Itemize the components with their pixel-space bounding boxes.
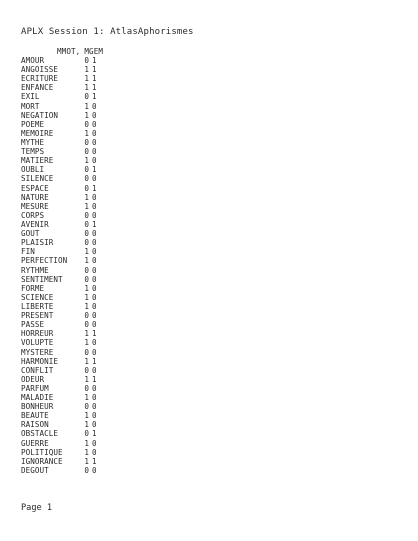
row-word: PERFECTION xyxy=(21,256,68,266)
table-row xyxy=(21,320,141,329)
row-mmot-value: 0 xyxy=(84,402,89,412)
row-word: GOUT xyxy=(21,229,40,239)
row-mmot-value: 0 xyxy=(84,383,89,393)
row-word: ANGOISSE xyxy=(21,65,58,75)
row-word: SENTIMENT xyxy=(21,274,63,284)
row-word: PLAISIR xyxy=(21,238,54,248)
table-row xyxy=(21,238,141,247)
row-mgem-value: 1 xyxy=(92,329,97,339)
row-mmot-value: 1 xyxy=(84,356,89,366)
row-word: MYTHE xyxy=(21,137,45,147)
row-mmot-value: 1 xyxy=(84,83,89,93)
table-row xyxy=(21,247,141,256)
row-mmot-value: 0 xyxy=(84,274,89,284)
table-row xyxy=(21,129,141,138)
row-mmot-value: 1 xyxy=(84,301,89,311)
table-row xyxy=(21,420,141,429)
row-mmot-value: 0 xyxy=(84,165,89,175)
row-mmot-value: 1 xyxy=(84,74,89,84)
table-row xyxy=(21,311,141,320)
row-mgem-value: 1 xyxy=(92,456,97,466)
row-word: POLITIQUE xyxy=(21,447,63,457)
row-mgem-value: 0 xyxy=(92,393,97,403)
row-mmot-value: 0 xyxy=(84,265,89,275)
table-row xyxy=(21,402,141,411)
row-mgem-value: 0 xyxy=(92,192,97,202)
row-word: LIBERTE xyxy=(21,301,54,311)
row-mgem-value: 0 xyxy=(92,256,97,266)
row-mgem-value: 0 xyxy=(92,365,97,375)
table-row xyxy=(21,256,141,265)
row-mmot-value: 1 xyxy=(84,128,89,138)
table-row xyxy=(21,193,141,202)
table-row xyxy=(21,366,141,375)
row-mmot-value: 1 xyxy=(84,283,89,293)
row-mmot-value: 1 xyxy=(84,156,89,166)
row-word: BEAUTE xyxy=(21,411,49,421)
table-row xyxy=(21,275,141,284)
header-mmot: MMOT, xyxy=(57,47,81,56)
row-mgem-value: 0 xyxy=(92,320,97,330)
table-row xyxy=(21,120,141,129)
table-row xyxy=(21,384,141,393)
row-word: FORME xyxy=(21,283,45,293)
table-row xyxy=(21,229,141,238)
row-mmot-value: 1 xyxy=(84,192,89,202)
row-mmot-value: 0 xyxy=(84,56,89,65)
table-row xyxy=(21,448,141,457)
row-word: RYTHME xyxy=(21,265,49,275)
row-mgem-value: 0 xyxy=(92,110,97,120)
row-word: EXIL xyxy=(21,92,40,102)
table-row xyxy=(21,357,141,366)
table-row xyxy=(21,429,141,438)
row-mgem-value: 0 xyxy=(92,311,97,321)
row-word: CONFLIT xyxy=(21,365,54,375)
row-mgem-value: 0 xyxy=(92,347,97,357)
row-mgem-value: 0 xyxy=(92,119,97,129)
table-row xyxy=(21,457,141,466)
row-mmot-value: 1 xyxy=(84,247,89,257)
row-mmot-value: 0 xyxy=(84,92,89,102)
row-word: ECRITURE xyxy=(21,74,58,84)
row-mmot-value: 1 xyxy=(84,374,89,384)
row-mmot-value: 0 xyxy=(84,347,89,357)
table-row xyxy=(21,439,141,448)
row-mmot-value: 0 xyxy=(84,229,89,239)
table-row xyxy=(21,56,141,65)
table-row xyxy=(21,138,141,147)
row-mmot-value: 0 xyxy=(84,238,89,248)
row-word: DEGOUT xyxy=(21,465,49,475)
page-number: Page 1 xyxy=(21,503,53,513)
row-mmot-value: 1 xyxy=(84,447,89,457)
table-row xyxy=(21,411,141,420)
row-mmot-value: 0 xyxy=(84,320,89,330)
row-mgem-value: 0 xyxy=(92,156,97,166)
row-mgem-value: 1 xyxy=(92,356,97,366)
table-row xyxy=(21,266,141,275)
table-row xyxy=(21,329,141,338)
row-mgem-value: 0 xyxy=(92,338,97,348)
table-row xyxy=(21,466,141,475)
table-row xyxy=(21,302,141,311)
row-mgem-value: 1 xyxy=(92,74,97,84)
row-mgem-value: 0 xyxy=(92,274,97,284)
row-mgem-value: 0 xyxy=(92,402,97,412)
row-mmot-value: 0 xyxy=(84,365,89,375)
header-mgem: MGEM xyxy=(84,47,104,56)
table-row xyxy=(21,174,141,183)
row-mgem-value: 1 xyxy=(92,83,97,93)
row-mmot-value: 1 xyxy=(84,65,89,75)
table-row xyxy=(21,92,141,101)
row-word: ODEUR xyxy=(21,374,45,384)
table-row xyxy=(21,74,141,83)
table-row xyxy=(21,111,141,120)
row-word: CORPS xyxy=(21,210,45,220)
row-word: OUBLI xyxy=(21,165,45,175)
row-mmot-value: 0 xyxy=(84,210,89,220)
row-mmot-value: 0 xyxy=(84,465,89,475)
row-word: OBSTACLE xyxy=(21,429,58,439)
table-row xyxy=(21,293,141,302)
row-mmot-value: 0 xyxy=(84,174,89,184)
row-mmot-value: 1 xyxy=(84,329,89,339)
row-word: MYSTERE xyxy=(21,347,54,357)
table-row xyxy=(21,83,141,92)
row-word: PARFUM xyxy=(21,383,49,393)
row-mgem-value: 0 xyxy=(92,411,97,421)
row-word: MORT xyxy=(21,101,40,111)
row-word: FIN xyxy=(21,247,35,257)
row-mmot-value: 0 xyxy=(84,137,89,147)
row-mgem-value: 1 xyxy=(92,92,97,102)
row-word: HARMONIE xyxy=(21,356,58,366)
row-word: HORREUR xyxy=(21,329,54,339)
row-mmot-value: 0 xyxy=(84,183,89,193)
row-mgem-value: 1 xyxy=(92,183,97,193)
table-row xyxy=(21,220,141,229)
row-mmot-value: 1 xyxy=(84,338,89,348)
row-mgem-value: 0 xyxy=(92,174,97,184)
table-row xyxy=(21,338,141,347)
row-mgem-value: 0 xyxy=(92,210,97,220)
table-row xyxy=(21,65,141,74)
row-mmot-value: 1 xyxy=(84,411,89,421)
row-mgem-value: 0 xyxy=(92,147,97,157)
row-word: MALADIE xyxy=(21,393,54,403)
row-mgem-value: 0 xyxy=(92,301,97,311)
row-mmot-value: 0 xyxy=(84,311,89,321)
table-row xyxy=(21,156,141,165)
row-word: IGNORANCE xyxy=(21,456,63,466)
table-row xyxy=(21,202,141,211)
row-mgem-value: 0 xyxy=(92,465,97,475)
row-word: PASSE xyxy=(21,320,45,330)
column-headers xyxy=(21,48,103,56)
row-mgem-value: 0 xyxy=(92,229,97,239)
row-mgem-value: 1 xyxy=(92,65,97,75)
row-mmot-value: 1 xyxy=(84,438,89,448)
table-row xyxy=(21,211,141,220)
table-row xyxy=(21,147,141,156)
row-mgem-value: 0 xyxy=(92,420,97,430)
row-mgem-value: 1 xyxy=(92,165,97,175)
row-word: RAISON xyxy=(21,420,49,430)
row-word: AMOUR xyxy=(21,56,45,65)
row-mmot-value: 0 xyxy=(84,219,89,229)
table-row xyxy=(21,375,141,384)
row-mmot-value: 1 xyxy=(84,292,89,302)
page-title: APLX Session 1: AtlasAphorismes xyxy=(21,27,194,37)
table-row xyxy=(21,393,141,402)
row-mgem-value: 1 xyxy=(92,56,97,65)
row-word: GUERRE xyxy=(21,438,49,448)
row-mgem-value: 0 xyxy=(92,265,97,275)
row-mgem-value: 0 xyxy=(92,238,97,248)
row-mgem-value: 0 xyxy=(92,447,97,457)
row-mgem-value: 0 xyxy=(92,283,97,293)
row-word: MEMOIRE xyxy=(21,128,54,138)
row-word: AVENIR xyxy=(21,219,49,229)
table-row xyxy=(21,348,141,357)
row-mgem-value: 0 xyxy=(92,128,97,138)
row-word: ESPACE xyxy=(21,183,49,193)
table-row xyxy=(21,102,141,111)
row-mmot-value: 1 xyxy=(84,420,89,430)
row-mgem-value: 0 xyxy=(92,137,97,147)
row-mgem-value: 1 xyxy=(92,374,97,384)
row-mgem-value: 1 xyxy=(92,429,97,439)
row-word: VOLUPTE xyxy=(21,338,54,348)
row-word: NEGATION xyxy=(21,110,58,120)
row-mmot-value: 0 xyxy=(84,119,89,129)
row-word: TEMPS xyxy=(21,147,45,157)
row-mgem-value: 0 xyxy=(92,201,97,211)
row-word: SCIENCE xyxy=(21,292,54,302)
row-word: NATURE xyxy=(21,192,49,202)
row-mmot-value: 1 xyxy=(84,110,89,120)
row-mmot-value: 1 xyxy=(84,256,89,266)
row-mgem-value: 0 xyxy=(92,101,97,111)
row-mmot-value: 0 xyxy=(84,147,89,157)
row-word: MESURE xyxy=(21,201,49,211)
row-word: ENFANCE xyxy=(21,83,54,93)
data-rows xyxy=(21,56,141,475)
row-word: POEME xyxy=(21,119,45,129)
table-row xyxy=(21,284,141,293)
row-mmot-value: 0 xyxy=(84,429,89,439)
row-mgem-value: 0 xyxy=(92,247,97,257)
row-mgem-value: 0 xyxy=(92,438,97,448)
row-mmot-value: 1 xyxy=(84,456,89,466)
row-word: SILENCE xyxy=(21,174,54,184)
row-mmot-value: 1 xyxy=(84,201,89,211)
row-mgem-value: 0 xyxy=(92,383,97,393)
row-mmot-value: 1 xyxy=(84,393,89,403)
row-word: BONHEUR xyxy=(21,402,54,412)
row-word: MATIERE xyxy=(21,156,54,166)
row-mmot-value: 1 xyxy=(84,101,89,111)
table-row xyxy=(21,165,141,174)
row-mgem-value: 0 xyxy=(92,292,97,302)
row-mgem-value: 1 xyxy=(92,219,97,229)
table-row xyxy=(21,184,141,193)
row-word: PRESENT xyxy=(21,311,54,321)
